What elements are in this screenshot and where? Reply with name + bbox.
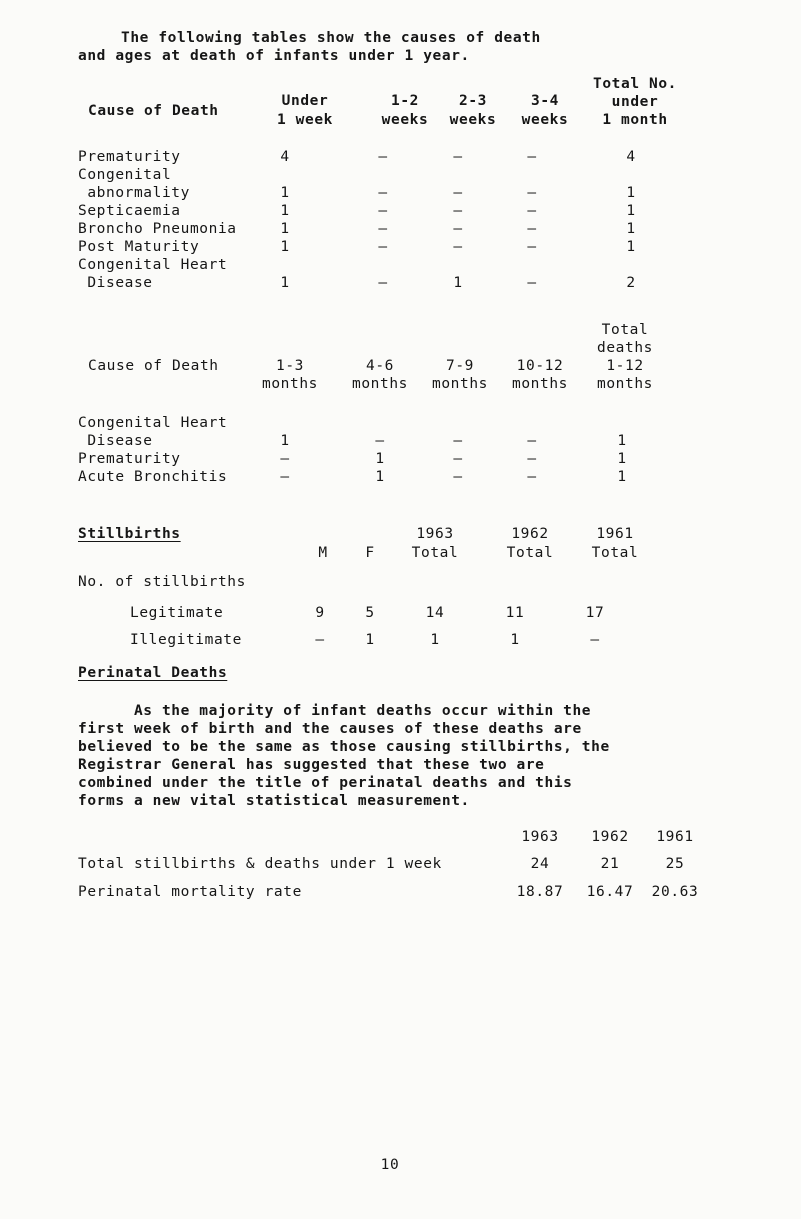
t2-header-c4a: 10-12 xyxy=(516,358,564,374)
t2-cell: – xyxy=(453,433,463,449)
t1-cell: – xyxy=(378,239,388,255)
still-header-1961-total: Total xyxy=(591,545,639,561)
t2-cell: 1 xyxy=(375,451,385,467)
t1-cell: – xyxy=(527,275,537,291)
t1-cell: – xyxy=(453,239,463,255)
still-header-1962-year: 1962 xyxy=(511,526,549,542)
perinatal-cell: 24 xyxy=(530,856,550,872)
still-cell: 1 xyxy=(365,632,375,648)
still-cell: 9 xyxy=(315,605,325,621)
t1-row-label: Post Maturity xyxy=(78,239,200,255)
t2-cell: – xyxy=(527,469,537,485)
t2-cell: – xyxy=(527,433,537,449)
t2-row-label: Prematurity xyxy=(78,451,181,467)
still-cell: – xyxy=(590,632,600,648)
t1-cell: – xyxy=(453,149,463,165)
still-header-1963-total: Total xyxy=(411,545,459,561)
t2-cell: – xyxy=(280,469,290,485)
still-cell: 5 xyxy=(365,605,375,621)
t1-row-label: Congenital xyxy=(78,167,172,183)
t1-row-label: Prematurity xyxy=(78,149,181,165)
t2-header-c5d: months xyxy=(597,376,653,392)
perinatal-para-line: As the majority of infant deaths occur within the xyxy=(78,703,592,719)
intro-line-1: The following tables show the causes of death xyxy=(121,30,541,46)
t1-header-c3b: weeks xyxy=(449,112,497,128)
t1-cell: – xyxy=(378,203,388,219)
t2-cell: 1 xyxy=(617,433,627,449)
t1-cell: – xyxy=(453,203,463,219)
t1-header-c1b: 1 week xyxy=(277,112,333,128)
t1-header-c5a: Total No. xyxy=(593,76,677,92)
t2-cell: 1 xyxy=(375,469,385,485)
t2-cell: 1 xyxy=(280,433,290,449)
t1-cell: 1 xyxy=(280,221,290,237)
perinatal-year: 1962 xyxy=(591,829,629,845)
perinatal-year: 1963 xyxy=(521,829,559,845)
t1-cell: – xyxy=(378,149,388,165)
t2-cell: – xyxy=(280,451,290,467)
intro-line-2: and ages at death of infants under 1 year. xyxy=(78,48,470,64)
t2-row-label: Acute Bronchitis xyxy=(78,469,228,485)
t1-cell: 1 xyxy=(453,275,463,291)
t1-cell: 4 xyxy=(626,149,636,165)
t2-cell: – xyxy=(375,433,385,449)
stillbirths-heading: Stillbirths xyxy=(78,526,181,542)
perinatal-para-line: Registrar General has suggested that these two are xyxy=(78,757,545,773)
t1-row-label: Disease xyxy=(78,275,153,291)
t1-row-label: Broncho Pneumonia xyxy=(78,221,237,237)
t1-header-c5b: under xyxy=(611,94,659,110)
perinatal-heading: Perinatal Deaths xyxy=(78,665,228,681)
t1-cell: 1 xyxy=(626,185,636,201)
t1-header-c4b: weeks xyxy=(521,112,569,128)
t1-cell: – xyxy=(378,221,388,237)
perinatal-row-label: Total stillbirths & deaths under 1 week xyxy=(78,856,442,872)
t1-cell: – xyxy=(453,185,463,201)
t2-header-cause: Cause of Death xyxy=(88,358,219,374)
t1-cell: 1 xyxy=(280,239,290,255)
t2-header-c2b: months xyxy=(352,376,408,392)
perinatal-para-line: combined under the title of perinatal deaths and this xyxy=(78,775,573,791)
still-header-1962-total: Total xyxy=(506,545,554,561)
t1-cell: 2 xyxy=(626,275,636,291)
t2-row-label: Disease xyxy=(78,433,153,449)
t1-header-c4a: 3-4 xyxy=(531,93,559,109)
t1-row-label: abnormality xyxy=(78,185,190,201)
page-number: 10 xyxy=(380,1157,400,1173)
t2-cell: 1 xyxy=(617,451,627,467)
t1-header-cause: Cause of Death xyxy=(88,103,219,119)
t1-cell: – xyxy=(527,203,537,219)
t1-cell: – xyxy=(527,149,537,165)
t1-header-c3a: 2-3 xyxy=(459,93,487,109)
perinatal-para-line: first week of birth and the causes of these deaths are xyxy=(78,721,582,737)
still-row-label-legitimate: Legitimate xyxy=(130,605,224,621)
t2-cell: – xyxy=(453,469,463,485)
t1-cell: 1 xyxy=(626,221,636,237)
still-header-f: F xyxy=(365,545,375,561)
t2-header-c3b: months xyxy=(432,376,488,392)
t1-cell: – xyxy=(527,221,537,237)
still-header-1963-year: 1963 xyxy=(416,526,454,542)
t2-header-c2a: 4-6 xyxy=(366,358,394,374)
t1-cell: – xyxy=(378,185,388,201)
t1-row-label: Congenital Heart xyxy=(78,257,228,273)
perinatal-cell: 18.87 xyxy=(516,884,564,900)
t2-cell: – xyxy=(453,451,463,467)
t1-cell: 1 xyxy=(280,275,290,291)
still-cell: 14 xyxy=(425,605,445,621)
t1-cell: – xyxy=(527,239,537,255)
perinatal-para-line: forms a new vital statistical measurement. xyxy=(78,793,470,809)
t1-cell: 4 xyxy=(280,149,290,165)
t1-cell: – xyxy=(453,221,463,237)
t1-cell: 1 xyxy=(626,203,636,219)
still-cell: 17 xyxy=(585,605,605,621)
still-cell: 1 xyxy=(510,632,520,648)
still-cell: 11 xyxy=(505,605,525,621)
t2-header-c5b: deaths xyxy=(597,340,653,356)
t1-header-c2a: 1-2 xyxy=(391,93,419,109)
perinatal-cell: 16.47 xyxy=(586,884,634,900)
still-header-m: M xyxy=(318,545,328,561)
t1-header-c1a: Under xyxy=(281,93,329,109)
t2-header-c1a: 1-3 xyxy=(276,358,304,374)
still-label: No. of stillbirths xyxy=(78,574,246,590)
perinatal-row-label: Perinatal mortality rate xyxy=(78,884,302,900)
t1-cell: – xyxy=(527,185,537,201)
perinatal-cell: 25 xyxy=(665,856,685,872)
perinatal-year: 1961 xyxy=(656,829,694,845)
t1-header-c5c: 1 month xyxy=(602,112,668,128)
t2-cell: 1 xyxy=(617,469,627,485)
t1-cell: 1 xyxy=(626,239,636,255)
t2-header-c3a: 7-9 xyxy=(446,358,474,374)
t1-row-label: Septicaemia xyxy=(78,203,181,219)
perinatal-para-line: believed to be the same as those causing stillbirths, the xyxy=(78,739,610,755)
t1-cell: – xyxy=(378,275,388,291)
t2-row-label: Congenital Heart xyxy=(78,415,228,431)
t2-cell: – xyxy=(527,451,537,467)
still-header-1961-year: 1961 xyxy=(596,526,634,542)
still-row-label-illegitimate: Illegitimate xyxy=(130,632,242,648)
t1-cell: 1 xyxy=(280,203,290,219)
perinatal-cell: 20.63 xyxy=(651,884,699,900)
perinatal-cell: 21 xyxy=(600,856,620,872)
t1-header-c2b: weeks xyxy=(381,112,429,128)
t1-cell: 1 xyxy=(280,185,290,201)
t2-header-c5c: 1-12 xyxy=(606,358,644,374)
t2-header-c1b: months xyxy=(262,376,318,392)
t2-header-c4b: months xyxy=(512,376,568,392)
t2-header-c5a: Total xyxy=(601,322,649,338)
still-cell: – xyxy=(315,632,325,648)
still-cell: 1 xyxy=(430,632,440,648)
